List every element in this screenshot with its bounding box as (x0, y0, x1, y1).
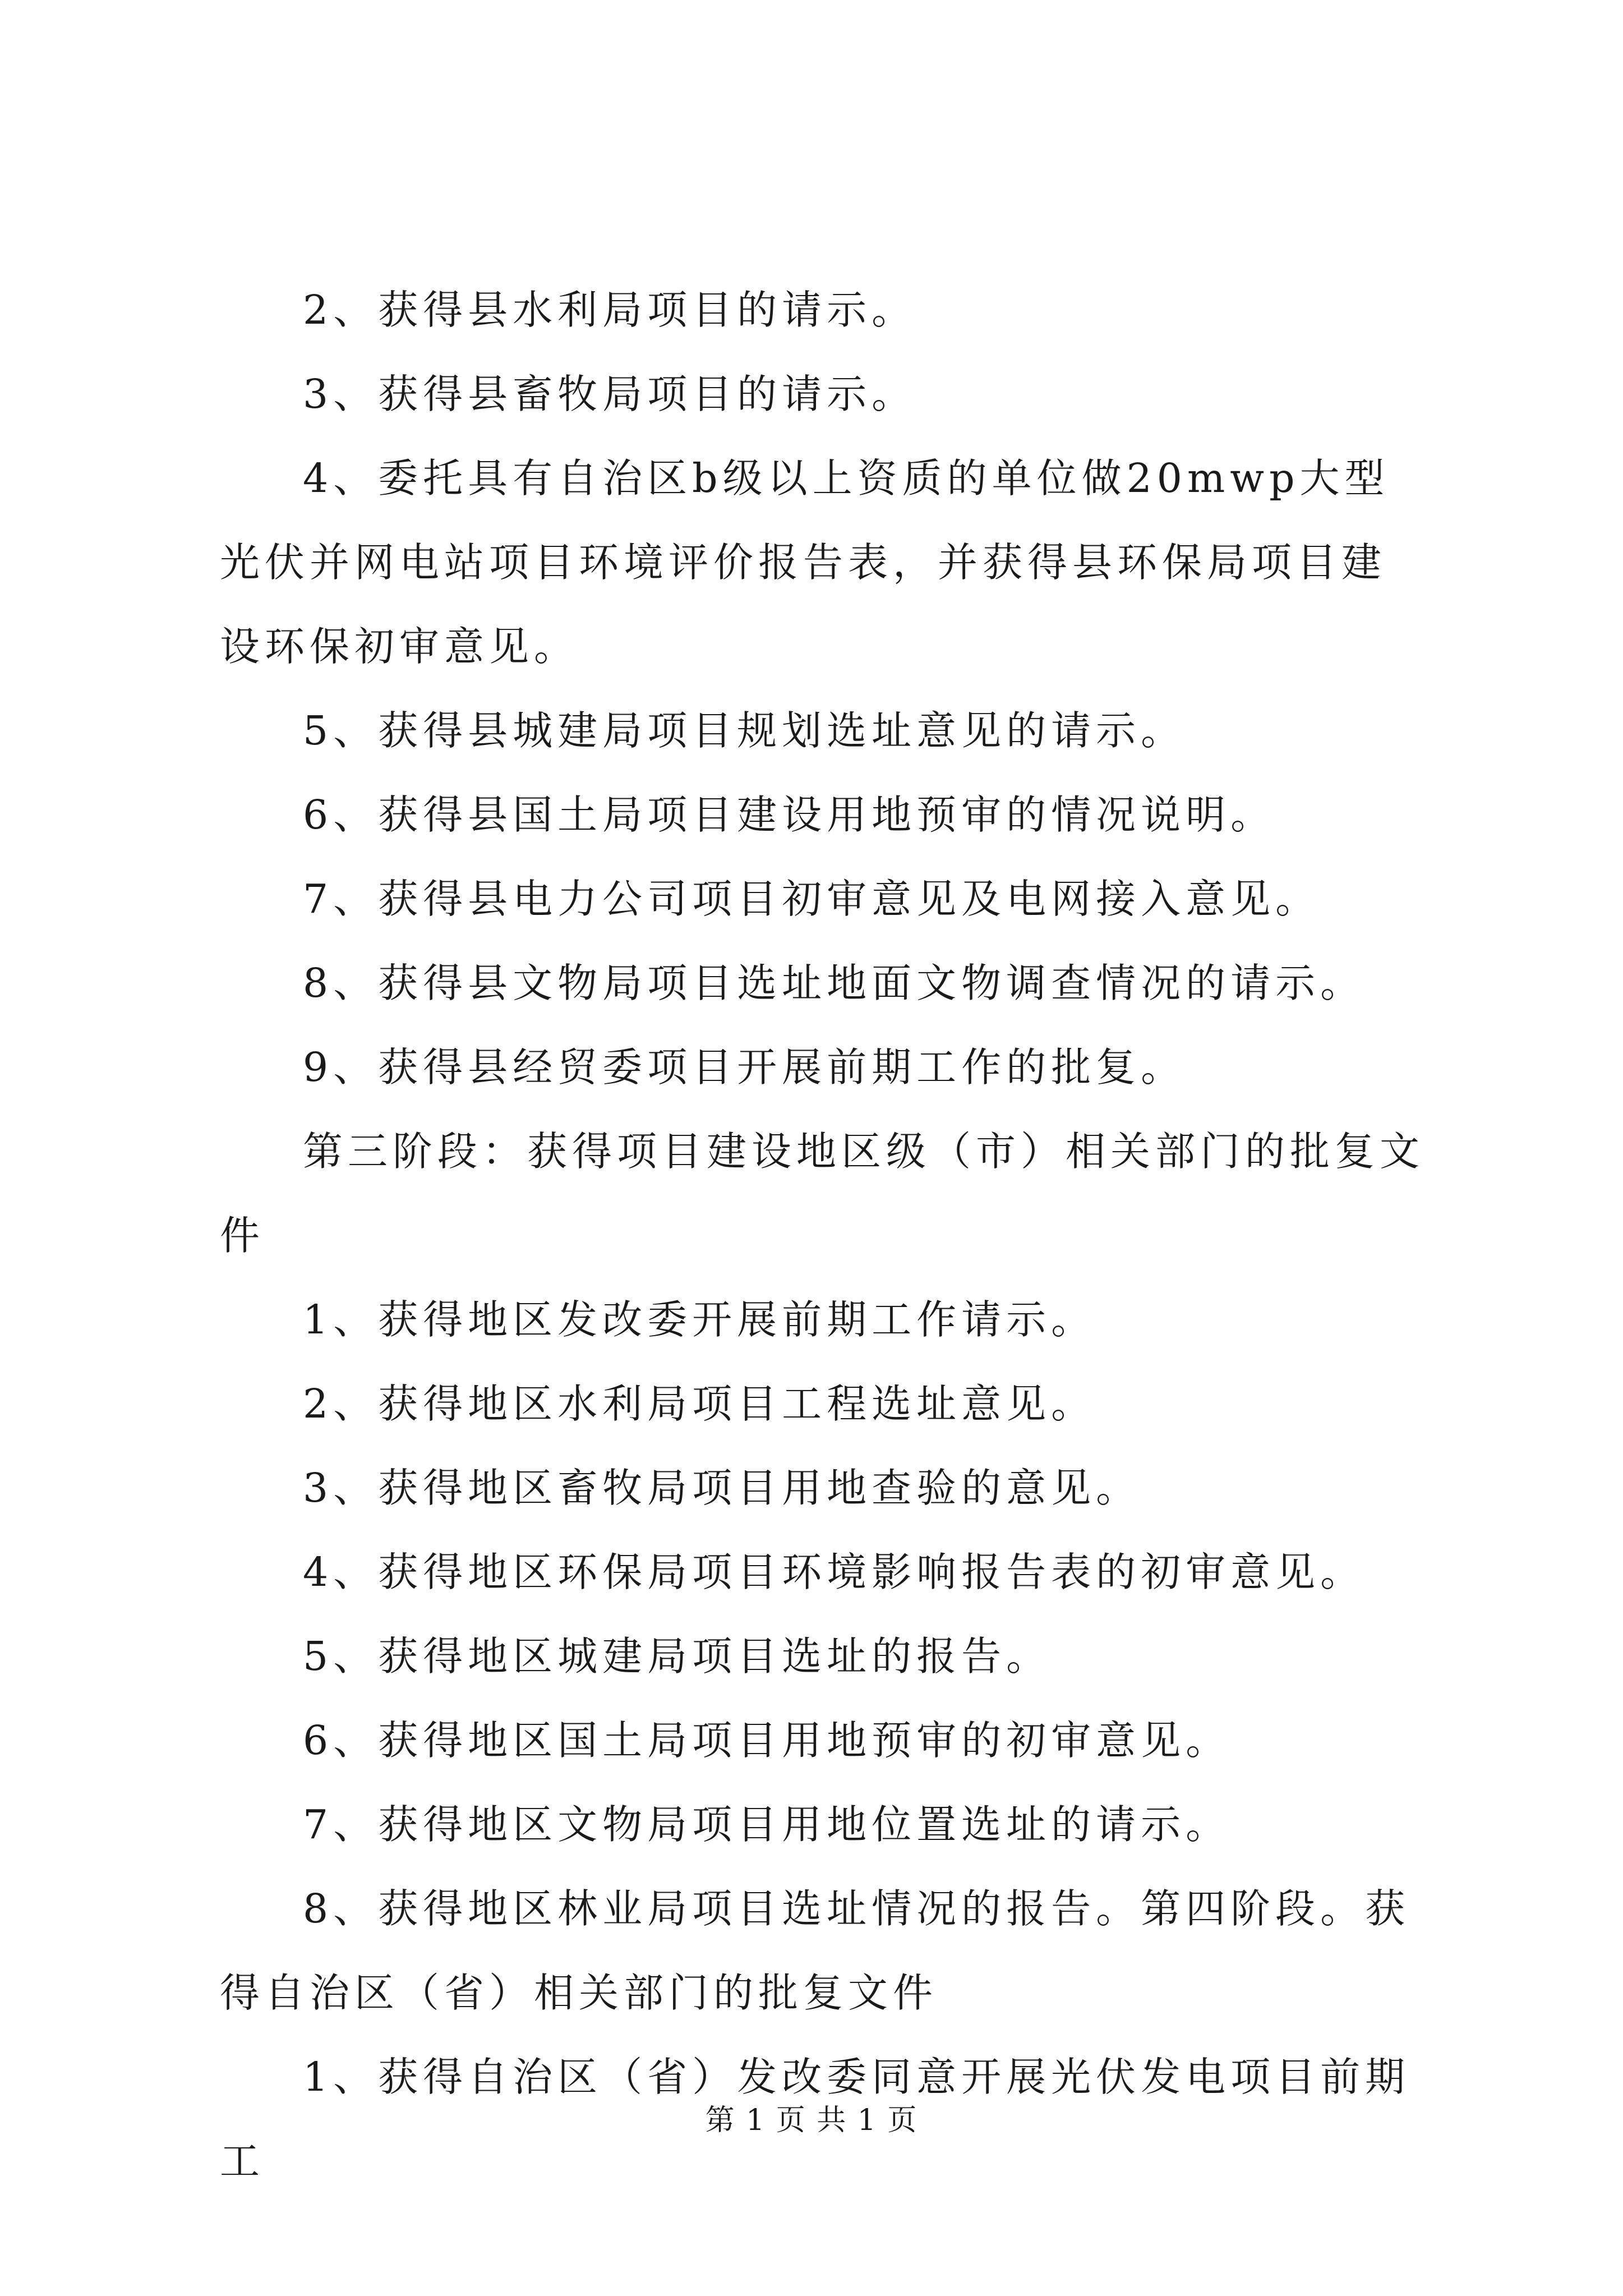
paragraph: 1、获得自治区（省）发改委同意开展光伏发电项目前期工 (220, 2054, 1410, 2184)
paragraph: 5、获得县城建局项目规划选址意见的请示。 (303, 707, 1186, 754)
paragraph: 9、获得县经贸委项目开展前期工作的批复。 (303, 1044, 1186, 1091)
paragraph: 7、获得地区文物局项目用地位置选址的请示。 (303, 1801, 1231, 1848)
paragraph: 1、获得地区发改委开展前期工作请示。 (303, 1296, 1096, 1343)
paragraph: 4、获得地区环保局项目环境影响报告表的初审意见。 (303, 1549, 1366, 1595)
section-heading: 第三阶段：获得项目建设地区级（市）相关部门的批复文件 (220, 1128, 1425, 1259)
document-body (220, 268, 1426, 2203)
paragraph: 2、获得县水利局项目的请示。 (303, 287, 917, 333)
paragraph: 2、获得地区水利局项目工程选址意见。 (303, 1381, 1096, 1427)
paragraph: 3、获得县畜牧局项目的请示。 (303, 371, 917, 417)
paragraph: 6、获得县国土局项目建设用地预审的情况说明。 (303, 792, 1276, 838)
paragraph: 4、委托具有自治区b级以上资质的单位做20mwp大型光伏并网电站项目环境评价报告表，并获得县环保局项目建设环保初审意见。 (220, 455, 1390, 670)
paragraph: 7、获得县电力公司项目初审意见及电网接入意见。 (303, 876, 1321, 922)
paragraph: 8、获得县文物局项目选址地面文物调查情况的请示。 (303, 960, 1366, 1006)
paragraph: 5、获得地区城建局项目选址的报告。 (303, 1633, 1052, 1680)
paragraph: 8、获得地区林业局项目选址情况的报告。第四阶段。获得自治区（省）相关部门的批复文件 (220, 1885, 1410, 2016)
paragraph: 6、获得地区国土局项目用地预审的初审意见。 (303, 1717, 1231, 1764)
paragraph: 3、获得地区畜牧局项目用地查验的意见。 (303, 1465, 1141, 1511)
page-footer (0, 2101, 1623, 2140)
page-number-label: 第 1 页 共 1 页 (705, 2104, 918, 2137)
